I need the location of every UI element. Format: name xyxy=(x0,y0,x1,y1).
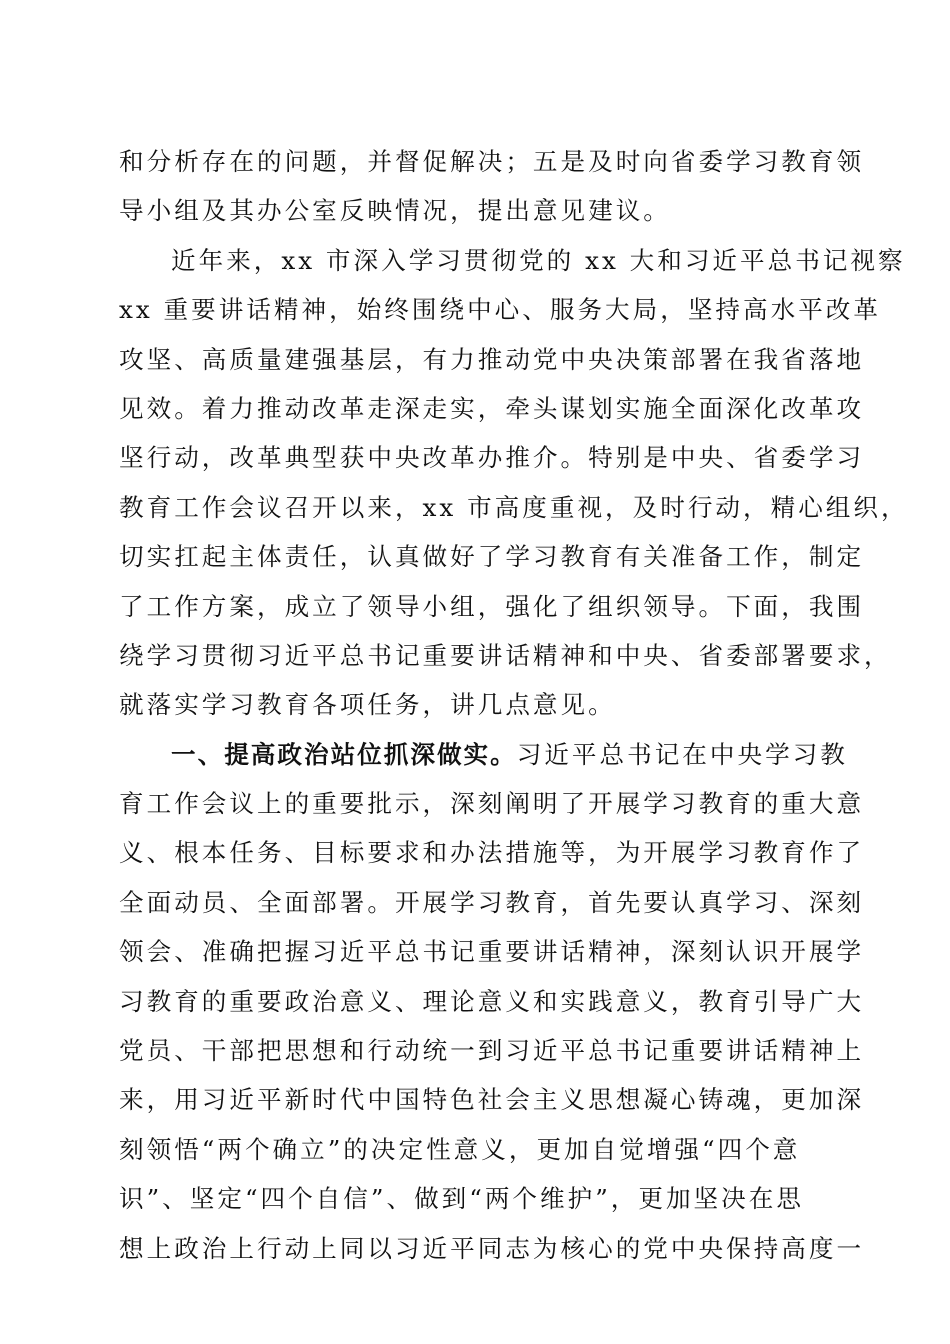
text-line: 坚行动，改革典型获中央改革办推介。特别是中央、省委学习 xyxy=(119,443,865,473)
text-line: 识”、坚定“四个自信”、做到“两个维护”，更加坚决在思 xyxy=(119,1184,804,1214)
text-line: 党员、干部把思想和行动统一到习近平总书记重要讲话精神上 xyxy=(119,1036,865,1066)
text-line: 全面动员、全面部署。开展学习教育，首先要认真学习、深刻 xyxy=(119,887,865,917)
text-line: 导小组及其办公室反映情况，提出意见建议。 xyxy=(119,196,671,226)
text-line: 育工作会议上的重要批示，深刻阐明了开展学习教育的重大意 xyxy=(119,789,865,819)
section-heading: 一、提高政治站位抓深做实。 xyxy=(171,739,517,769)
text-line: 攻坚、高质量建强基层，有力推动党中央决策部署在我省落地 xyxy=(119,344,865,374)
text-line: 见效。着力推动改革走深走实，牵头谋划实施全面深化改革攻 xyxy=(119,393,865,423)
text-line-rest: 习近平总书记在中央学习教 xyxy=(516,739,848,769)
text-line: 切实扛起主体责任，认真做好了学习教育有关准备工作，制定 xyxy=(119,542,865,572)
text-line: 刻领悟“两个确立”的决定性意义，更加自觉增强“四个意 xyxy=(119,1134,801,1164)
text-line: 领会、准确把握习近平总书记重要讲话精神，深刻认识开展学 xyxy=(119,937,865,967)
text-line: 习教育的重要政治意义、理论意义和实践意义，教育引导广大 xyxy=(119,986,865,1016)
paragraph-intro xyxy=(119,236,909,730)
text-line: xx 重要讲话精神，始终围绕中心、服务大局，坚持高水平改革 xyxy=(119,295,881,325)
text-line: 来，用习近平新时代中国特色社会主义思想凝心铸魂，更加深 xyxy=(119,1085,865,1115)
text-line: 义、根本任务、目标要求和办法措施等，为开展学习教育作了 xyxy=(119,838,865,868)
text-line: 和分析存在的问题，并督促解决；五是及时向省委学习教育领 xyxy=(119,147,865,176)
section-one xyxy=(119,730,865,1273)
text-line: 想上政治上行动上同以习近平同志为核心的党中央保持高度一 xyxy=(119,1233,865,1263)
text-line: 就落实学习教育各项任务，讲几点意见。 xyxy=(119,690,616,720)
text-line: 了工作方案，成立了领导小组，强化了组织领导。下面，我围 xyxy=(119,591,865,621)
document-body xyxy=(119,137,909,1273)
text-line: 绕学习贯彻习近平总书记重要讲话精神和中央、省委部署要求， xyxy=(119,640,892,670)
section-heading-line xyxy=(119,730,848,779)
text-line: 教育工作会议召开以来，xx 市高度重视，及时行动，精心组织， xyxy=(119,492,909,522)
paragraph-continued xyxy=(119,137,865,236)
text-line: 近年来，xx 市深入学习贯彻党的 xx 大和习近平总书记视察 xyxy=(171,245,906,275)
